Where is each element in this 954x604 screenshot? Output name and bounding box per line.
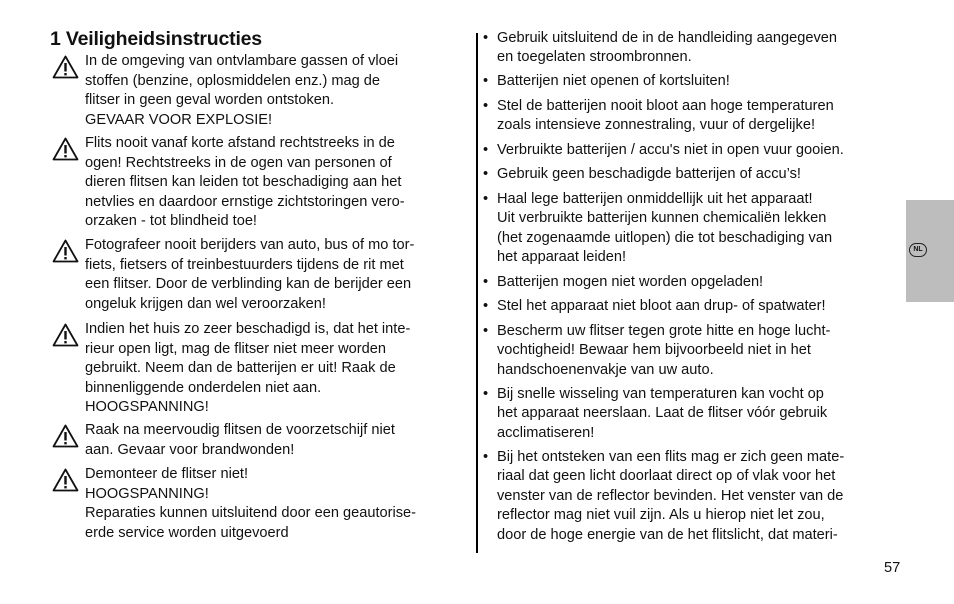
list-item <box>483 322 830 380</box>
list-item <box>483 273 763 292</box>
warning-line: Demonteer de flitser niet! <box>85 466 249 482</box>
warning-line: HOOGSPANNING! <box>85 485 209 502</box>
list-item <box>483 190 832 268</box>
list-item <box>483 165 801 184</box>
warning-line: gebruikt. Neem dan de batterijen er uit! Raak de <box>85 360 396 377</box>
bullet-icon: • <box>483 386 489 402</box>
list-item-line: (het zogenaamde uitlopen) die tot beschadiging van <box>497 229 833 246</box>
bullet-icon: • <box>483 73 489 89</box>
list-item <box>483 97 834 136</box>
warning-triangle-icon <box>52 468 79 492</box>
warning-triangle-icon <box>52 239 79 263</box>
warning-triangle-icon <box>52 55 79 79</box>
list-item-line: acclimatiseren! <box>497 424 595 441</box>
list-item-line: en toegelaten stroombronnen. <box>497 49 692 66</box>
bullet-icon: • <box>483 274 489 290</box>
warning-triangle-icon <box>52 323 79 347</box>
warning-line: GEVAAR VOOR EXPLOSIE! <box>85 111 273 128</box>
warning-line: dieren flitsen kan leiden tot beschadiging aan het <box>85 174 402 191</box>
list-item-line: handschoenenvakje van uw auto. <box>497 361 714 378</box>
warning-line: Reparaties kunnen uitsluitend door een geautorise- <box>85 505 417 522</box>
warning-block <box>50 465 416 543</box>
warning-text <box>85 134 405 232</box>
column-divider <box>476 33 478 553</box>
warning-line: Indien het huis zo zeer beschadigd is, dat het inte- <box>85 321 411 337</box>
warning-line: fiets, fietsers of treinbestuurders tijdens de rit met <box>85 256 404 273</box>
warning-triangle-icon <box>52 137 79 161</box>
list-item-line: Bij het ontsteken van een flits mag er zich geen mate- <box>497 449 845 465</box>
list-item-line: Haal lege batterijen onmiddellijk uit het apparaat! <box>497 191 813 207</box>
list-item <box>483 385 827 443</box>
list-item-line: reflector mag niet vuil zijn. Als u hierop niet let zou, <box>497 507 825 524</box>
list-item-line: Stel de batterijen nooit bloot aan hoge temperaturen <box>497 98 834 114</box>
list-item <box>483 297 826 316</box>
page-number: 57 <box>884 560 901 576</box>
list-item-line: Bescherm uw flitser tegen grote hitte en hoge lucht- <box>497 323 831 339</box>
warning-line: ogen! Rechtstreeks in de ogen van personen of <box>85 154 392 171</box>
list-item-line: venster van de reflector bevinden. Het venster van de <box>497 487 844 504</box>
warning-line: netvlies en daardoor ernstige zichtstoringen vero- <box>85 193 405 210</box>
list-item-line: Batterijen mogen niet worden opgeladen! <box>497 274 764 290</box>
warning-text <box>85 421 395 460</box>
list-item <box>483 72 730 91</box>
warning-text <box>85 320 410 418</box>
warning-text <box>85 236 414 314</box>
warning-line: Fotografeer nooit berijders van auto, bus of mo tor- <box>85 237 415 253</box>
list-item-line: het apparaat neerslaan. Laat de flitser vóór gebruik <box>497 405 828 422</box>
bullet-icon: • <box>483 166 489 182</box>
list-item-line: Stel het apparaat niet bloot aan drup- of spatwater! <box>497 298 826 314</box>
language-badge: NL <box>909 243 927 257</box>
warning-line: Raak na meervoudig flitsen de voorzetschijf niet <box>85 422 395 438</box>
list-item <box>483 29 837 68</box>
warning-line: erde service worden uitgevoerd <box>85 524 289 541</box>
warning-line: stoffen (benzine, oplosmiddelen enz.) mag de <box>85 72 381 89</box>
bullet-icon: • <box>483 30 489 46</box>
warning-line: een flitser. Door de verblinding kan de berijder een <box>85 276 412 293</box>
warning-line: binnenliggende onderdelen niet aan. <box>85 379 322 396</box>
list-item-line: het apparaat leiden! <box>497 249 627 266</box>
warning-line: Flits nooit vanaf korte afstand rechtstreeks in de <box>85 135 395 151</box>
bullet-icon: • <box>483 298 489 314</box>
list-item-line: door de hoge energie van de het flitslicht, dat materi- <box>497 526 838 543</box>
warning-line: rieur open ligt, mag de flitser niet meer worden <box>85 340 386 357</box>
warning-line: ongeluk krijgen dan wel veroorzaken! <box>85 295 326 312</box>
bullet-icon: • <box>483 142 489 158</box>
warning-line: HOOGSPANNING! <box>85 399 209 416</box>
list-item-line: riaal dat geen licht doorlaat direct op of vlak voor het <box>497 468 836 485</box>
warning-line: In de omgeving van ontvlambare gassen of vloei <box>85 53 399 69</box>
list-item <box>483 141 844 160</box>
warning-line: flitser in geen geval worden ontstoken. <box>85 92 335 109</box>
bullet-icon: • <box>483 191 489 207</box>
warning-block <box>50 320 410 418</box>
list-item-line: Batterijen niet openen of kortsluiten! <box>497 73 730 89</box>
list-item-line: Gebruik uitsluitend de in de handleiding aangegeven <box>497 30 837 46</box>
warning-line: orzaken - tot blindheid toe! <box>85 213 257 230</box>
list-item-line: Verbruikte batterijen / accu's niet in open vuur gooien. <box>497 142 844 158</box>
list-item-line: vochtigheid! Bewaar hem bijvoorbeeld niet in het <box>497 342 811 359</box>
warning-block <box>50 236 414 314</box>
warning-block <box>50 134 405 232</box>
list-item-line: Bij snelle wisseling van temperaturen kan vocht op <box>497 386 824 402</box>
bullet-icon: • <box>483 449 489 465</box>
warning-block <box>50 52 398 130</box>
section-title: 1 Veiligheidsinstructies <box>50 28 262 50</box>
warning-block <box>50 421 395 460</box>
list-item-line: zoals intensieve zonnestraling, vuur of dergelijke! <box>497 117 815 134</box>
list-item <box>483 448 844 545</box>
list-item-line: Uit verbruikte batterijen kunnen chemicaliën lekken <box>497 210 827 227</box>
warning-triangle-icon <box>52 424 79 448</box>
warning-text <box>85 465 416 543</box>
bullet-icon: • <box>483 98 489 114</box>
warning-line: aan. Gevaar voor brandwonden! <box>85 441 295 458</box>
bullet-icon: • <box>483 323 489 339</box>
list-item-line: Gebruik geen beschadigde batterijen of accu’s! <box>497 166 801 182</box>
warning-text <box>85 52 398 130</box>
